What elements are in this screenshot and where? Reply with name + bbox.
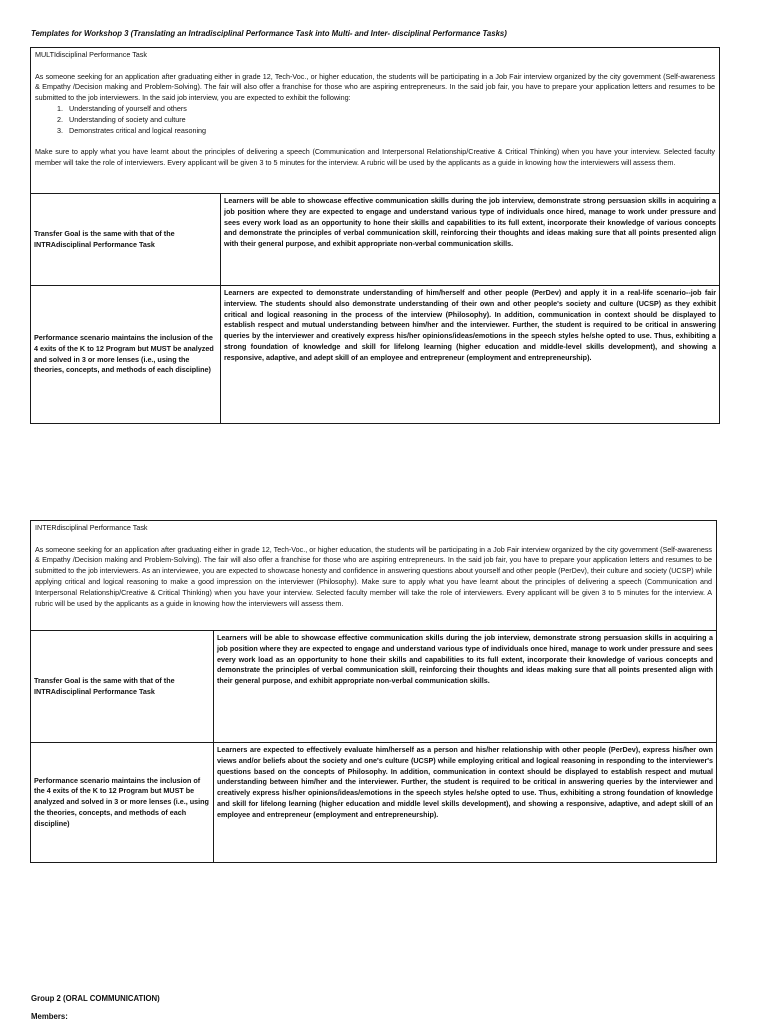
multidisciplinal-closing-text: Make sure to apply what you have learnt about the principles of delivering a speech (Communication and Interpersonal Relationship/Creative & Critical Thinking) when you have your interview. Selected faculty member will take the role of interviewers. Every applicant will be given 3 to 5 minutes for the interview. A rubric will be used by the applicants as a guide in knowing how the interviewers will assess them. bbox=[35, 147, 716, 167]
performance-scenario-text: Learners are expected to effectively evaluate him/herself as a person and his/her relationship with other people (PerDev), express his/her own views and/or beliefs about the society and one's culture (UCSP) while employing critical and logical reasoning in responding to the interviewer's questions based on the concepts of Philosophy. In addition, communication in context should be displayed to establish respect and mutual understanding between him/her and the interviewer. Further, the student is required to be critical in answering queries by the interviewer and creatively express his/her opinions/ideas/emotions in the speech styles he/she opted to use. Thus, exhibiting a strong foundation of knowledge and skill for lifelong learning (higher education and middle level skills development), and showing a responsive, adaptive, and adept skill of an employee and entrepreneur (employment and entrepreneurship). bbox=[214, 743, 717, 863]
transfer-goal-label: Transfer Goal is the same with that of the INTRAdisciplinal Performance Task bbox=[31, 194, 221, 286]
document-heading: Templates for Workshop 3 (Translating an Intradisciplinal Performance Task into Multi- and Inter- disciplinal Performance Tasks) bbox=[31, 29, 507, 38]
transfer-goal-text: Learners will be able to showcase effective communication skills during the job interview, demonstrate strong persuasion skills in acquiring a job position where they are expected to engage and understand various type of individuals once hired, manage to work under pressure and sees every work load as an opportunity to hone their skills and capabilities to its full extent, incorporate their knowledge of various concepts and demonstrate the principles of verbal communication skill, reinforcing their thoughts and ideas making sure that all points presented align with their general purpose, and exhibit appropriate non-verbal communication skills. bbox=[221, 194, 720, 286]
multidisciplinal-intro-cell bbox=[31, 48, 720, 194]
interdisciplinal-intro-cell bbox=[31, 521, 717, 631]
table-row bbox=[31, 286, 720, 424]
multidisciplinal-title: MULTIdisciplinal Performance Task bbox=[35, 50, 147, 59]
table-row bbox=[31, 631, 717, 743]
performance-scenario-label: Performance scenario maintains the inclusion of the 4 exits of the K to 12 Program but MUST be analyzed and solved in 3 or more lenses (i.e., using the theories, concepts, and methods of each discipline) bbox=[31, 286, 221, 424]
members-label: Members: bbox=[31, 1012, 68, 1021]
performance-scenario-text: Learners are expected to demonstrate understanding of him/herself and other people (PerDev) and apply it in a real-life scenario--job fair interview. The students should also demonstrate understanding of their own and other people's society and culture (UCSP) as they exhibit critical and logical reasoning in the process of the interview (Philosophy). In addition, communication in context should be displayed to establish respect and mutual understanding between him/her and the interviewer. Further, the student is required to be critical in answering queries by the interviewer and creatively express his/her opinions/ideas/emotions in the speech styles he/she opted to use. Thus, exhibiting a strong foundation of knowledge and skill for lifelong learning (higher education and middle-level skills development), and showing a responsive, adaptive, and adept skill of an employee and entrepreneur (employment and entrepreneurship). bbox=[221, 286, 720, 424]
multidisciplinal-intro-text: As someone seeking for an application after graduating either in grade 12, Tech-Voc., or higher education, the students will be participating in a Job Fair interview organized by the city government (Self-awareness & Empathy /Decision making and Problem-Solving). The fair will also offer a franchise for those who are aspiring entrepreneurs. In the said job fair, you have to prepare your application letters and resumes to be submitted to the job interviewers. In the said job interview, you are expected to exhibit the following: bbox=[35, 71, 716, 103]
interdisciplinal-intro-text: As someone seeking for an application after graduating either in grade 12, Tech-Voc., or higher education, the students will be participating in a Job Fair interview organized by the city government (Self-awareness & Empathy /Decision making and Problem-Solving). The fair will also offer a franchise for those who are aspiring entrepreneurs. In the said job fair, you have to prepare your application letters and resumes to be submitted to the job interviewers. As an interviewee, you are expected to showcase honesty and confidence in answering questions about yourself and other people (PerDev), their culture and society (UCSP) while applying critical and logical reasoning to make a good impression on the interviewer (Philosophy). Make sure to apply what you have learnt about the principles of delivering a speech (Communication and Interpersonal Relationship/Creative & Critical Thinking) when you have your interview. Selected faculty member will take the role of interviewers. Every applicant will be given 3 to 5 minutes for the interview. A rubric will be used by the applicants as a guide in knowing how the interviewers will assess them. bbox=[35, 544, 713, 608]
list-item: 1. Understanding of yourself and others bbox=[65, 104, 715, 115]
performance-scenario-label: Performance scenario maintains the inclusion of the 4 exits of the K to 12 Program but MUST be analyzed and solved in 3 or more lenses (i.e., using the theories, concepts, and methods of each discipline) bbox=[31, 743, 214, 863]
list-item: 3. Demonstrates critical and logical reasoning bbox=[65, 126, 715, 137]
transfer-goal-text: Learners will be able to showcase effective communication skills during the job interview, demonstrate strong persuasion skills in acquiring a job position where they are expected to engage and understand various type of individuals once hired, manage to work under pressure and sees every work load as an opportunity to hone their skills and capabilities to its full extent, incorporate their knowledge of various concepts and demonstrate the principles of verbal communication skill, reinforcing their thoughts and ideas making sure that all points presented align with their general purpose, and exhibit appropriate non-verbal communication skills. bbox=[214, 631, 717, 743]
interdisciplinal-title: INTERdisciplinal Performance Task bbox=[35, 523, 148, 532]
multidisciplinal-task-table bbox=[30, 47, 720, 424]
table-row bbox=[31, 194, 720, 286]
expectations-list bbox=[35, 104, 715, 136]
interdisciplinal-task-table bbox=[30, 520, 717, 863]
group-label: Group 2 (ORAL COMMUNICATION) bbox=[31, 994, 160, 1003]
transfer-goal-label: Transfer Goal is the same with that of the INTRAdisciplinal Performance Task bbox=[31, 631, 214, 743]
table-row bbox=[31, 743, 717, 863]
list-item: 2. Understanding of society and culture bbox=[65, 115, 715, 126]
